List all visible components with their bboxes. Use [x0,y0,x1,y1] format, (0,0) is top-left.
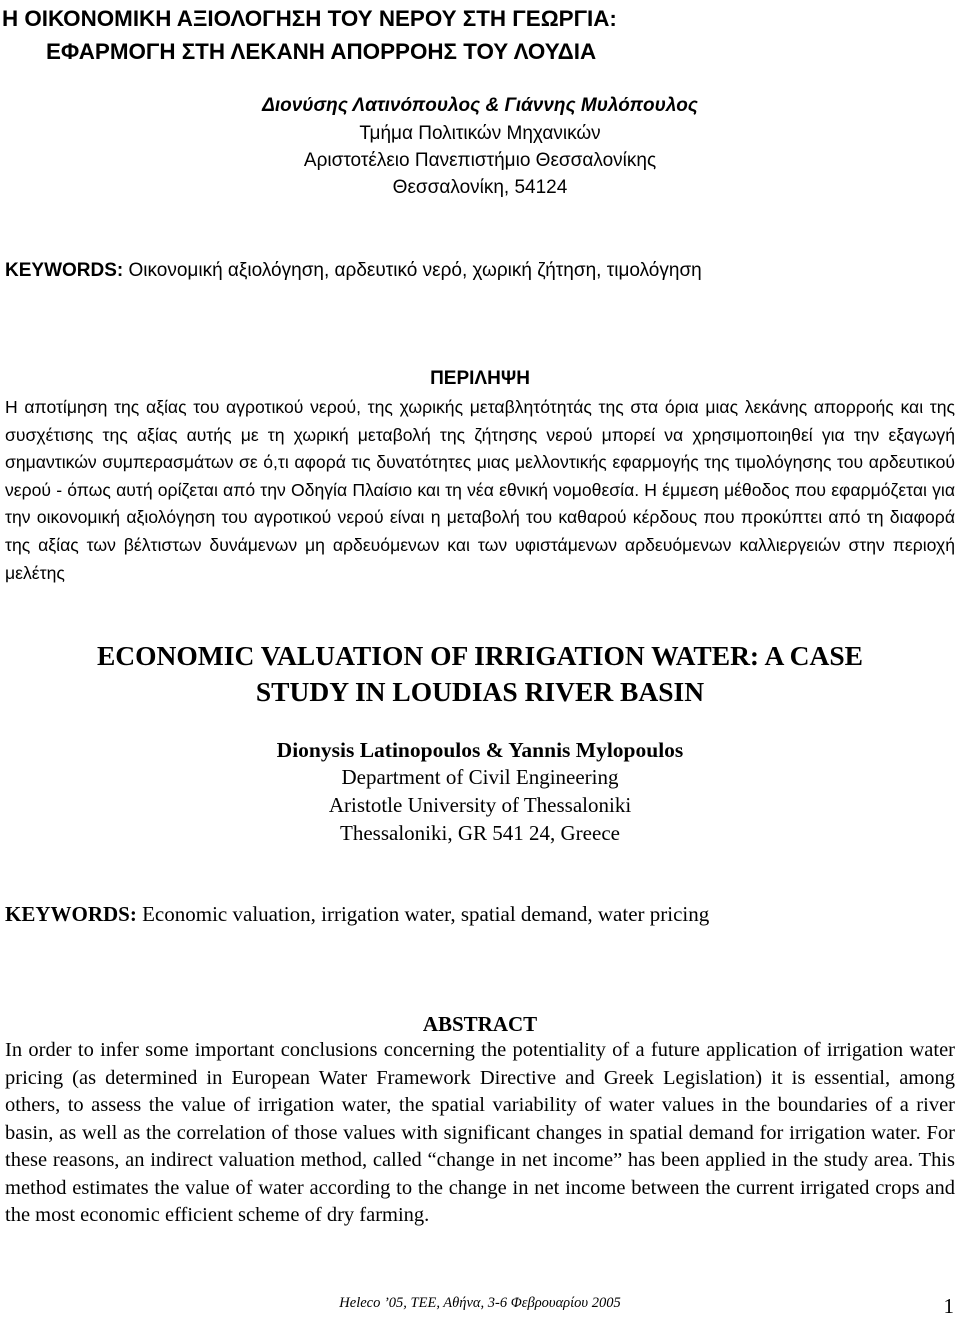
greek-keywords-text: Οικονομική αξιολόγηση, αρδευτικό νερό, χωρική ζήτηση, τιμολόγηση [123,260,702,281]
greek-keywords [5,257,702,285]
greek-title-line-2: ΕΦΑΡΜΟΓΗ ΣΤΗ ΛΕΚΑΝΗ ΑΠΟΡΡΟΗΣ ΤΟΥ ΛΟΥΔΙΑ [46,39,597,64]
greek-abstract-body: Η αποτίμηση της αξίας του αγροτικού νερού, της χωρικής μεταβλητότητάς της στα όρια μιας λεκάνης απορροής και της συσχέτισης της αξίας αυτής με τη χωρική μεταβολή της ζήτησης νερού μπορεί να χρησιμοποιηθεί για την εξαγωγή σημαντικών συμπερασμάτων σε ό,τι αφορά τις δυνατότητες μιας μελλοντικής εφαρμογής της τιμολόγησης του αρδευτικού νερού - όπως αυτή ορίζεται από την Οδηγία Πλαίσιο και τη νέα εθνική νομοθεσία. Η έμμεση μέθοδος που εφαρμόζεται για την οικονομική αξιολόγηση του αγροτικού νερού είναι η μεταβολή του καθαρού κέρδους που προκύπτει από τη διαφορά της αξίας των βέλτιστων δυνάμενων μη αρδευόμενων και των υφιστάμενων αρδευόμενων καλλιεργειών στην περιοχή μελέτης [5,397,955,583]
greek-title [0,2,960,68]
english-abstract-heading: ABSTRACT [422,1012,538,1036]
greek-abstract-heading: ΠΕΡΙΛΗΨΗ [430,368,530,389]
english-department: Department of Civil Engineering [341,765,619,789]
english-title [0,638,960,710]
greek-title-line-1: Η ΟΙΚΟΝΟΜΙΚΗ ΑΞΙΟΛΟΓΗΣΗ ΤΟΥ ΝΕΡΟΥ ΣΤΗ ΓΕΩΡΓΙΑ: [2,6,617,31]
greek-department: Τμήμα Πολιτικών Μηχανικών [359,123,601,144]
greek-university: Αριστοτέλειο Πανεπιστήμιο Θεσσαλονίκης [303,150,657,171]
greek-authors: Διονύσης Λατινόπουλος & Γιάννης Μυλόπουλος [262,95,698,116]
english-university: Aristotle University of Thessaloniki [328,793,632,817]
english-keywords-label: KEYWORDS: [5,902,137,926]
greek-city: Θεσσαλονίκη, 54124 [392,177,568,198]
english-city: Thessaloniki, GR 541 24, Greece [340,821,620,845]
english-title-line-1: ECONOMIC VALUATION OF IRRIGATION WATER: A CASE [96,640,864,671]
english-title-line-2: STUDY IN LOUDIAS RIVER BASIN [255,676,705,707]
english-abstract-body: In order to infer some important conclusions concerning the potentiality of a future application of irrigation water pricing (as determined in European Water Framework Directive and Greek Legislation) it is essential, among others, to assess the value of irrigation water, the spatial variability of water values in the boundaries of a river basin, as well as the correlation of those values with significant changes in spatial demand for irrigation water. For these reasons, an indirect valuation method, called “change in net income” has been applied in the study area. This method estimates the value of water according to the change in net income between the current irrigated crops and the most economic efficient scheme of dry farming. [5,1039,955,1226]
page-number: 1 [943,1294,954,1318]
english-authors: Dionysis Latinopoulos & Yannis Mylopoulos [276,738,684,762]
english-keywords-text: Economic valuation, irrigation water, spatial demand, water pricing [136,902,710,926]
english-keywords [5,899,709,929]
greek-keywords-label: KEYWORDS: [5,260,124,281]
conference-footer: Heleco ’05, ΤΕΕ, Αθήνα, 3-6 Φεβρουαρίου 2005 [339,1295,621,1311]
